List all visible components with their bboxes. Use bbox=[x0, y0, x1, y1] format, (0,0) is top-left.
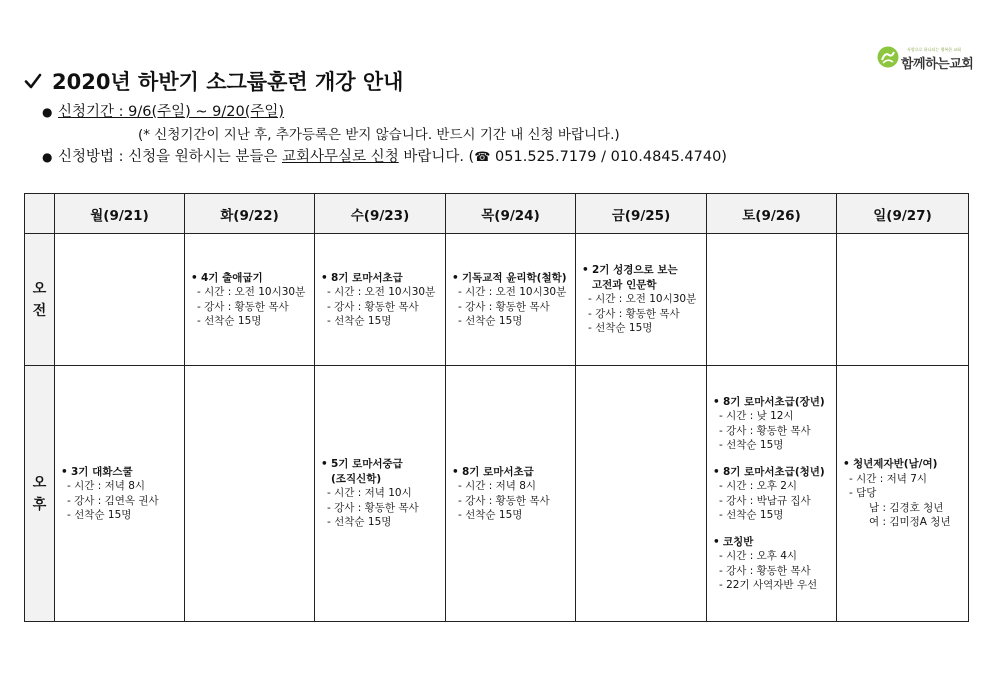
pm-sat-cell bbox=[707, 366, 837, 622]
application-method-prefix: 신청방법 : 신청을 원하시는 분들은 bbox=[58, 149, 278, 165]
morning-label: 오 전 bbox=[25, 234, 55, 366]
bullet-icon: • bbox=[321, 458, 328, 471]
am-tue-cell bbox=[185, 234, 315, 366]
course-item: • 5기 로마서중급 (조직신학) - 시간 : 저녁 10시 - 강사 : 황동한 목사 - 선착순 15명 bbox=[321, 458, 419, 529]
am-thu-cell bbox=[446, 234, 576, 366]
application-method bbox=[42, 145, 727, 166]
application-period-text: 신청기간 : 9/6(주일) ~ 9/20(주일) bbox=[58, 104, 285, 120]
logo-tagline: 사랑으로 하나되는 행복한 교회 bbox=[907, 47, 962, 52]
application-place: 교회사무실로 신청 bbox=[282, 149, 399, 165]
page-title bbox=[24, 66, 403, 96]
pm-wed-cell bbox=[315, 366, 446, 622]
afternoon-label: 오 후 bbox=[25, 366, 55, 622]
pm-sun-cell bbox=[837, 366, 969, 622]
course-item: • 4기 출애굽기 - 시간 : 오전 10시30분 - 강사 : 황동한 목사 - 선착순 15명 bbox=[191, 271, 306, 327]
am-wed-cell bbox=[315, 234, 446, 366]
morning-row bbox=[25, 234, 969, 366]
day-header-wed: 수(9/23) bbox=[315, 194, 446, 234]
course-item: • 코칭반 - 시간 : 오후 4시 - 강사 : 황동한 목사 - 22기 사역자반 우선 bbox=[713, 535, 818, 591]
day-header-sun: 일(9/27) bbox=[837, 194, 969, 234]
bullet-icon: • bbox=[713, 535, 720, 548]
phone-icon: ☎ bbox=[474, 150, 491, 165]
bullet-icon: • bbox=[582, 264, 589, 277]
pm-thu-cell bbox=[446, 366, 576, 622]
bullet-icon: • bbox=[452, 465, 459, 478]
course-item: • 8기 로마서초급(장년) - 시간 : 낮 12시 - 강사 : 황동한 목사 - 선착순 15명 bbox=[713, 395, 825, 451]
am-mon-cell bbox=[55, 234, 185, 366]
course-item: • 2기 성경으로 보는 고전과 인문학 - 시간 : 오전 10시30분 - 강사 : 황동한 목사 - 선착순 15명 bbox=[582, 264, 697, 335]
day-header-thu: 목(9/24) bbox=[446, 194, 576, 234]
course-item: • 청년제자반(남/여) - 시간 : 저녁 7시 - 담당 남 : 김경호 청년 여 : 김미정A 청년 bbox=[843, 458, 951, 529]
schedule-table bbox=[24, 193, 969, 622]
bullet-icon: ● bbox=[42, 105, 53, 119]
bullet-icon: • bbox=[191, 271, 198, 284]
phone-numbers: 051.525.7179 / 010.4845.4740) bbox=[495, 149, 727, 165]
am-fri-cell bbox=[576, 234, 707, 366]
bullet-icon: • bbox=[843, 458, 850, 471]
day-header-fri: 금(9/25) bbox=[576, 194, 707, 234]
table-header-row bbox=[25, 194, 969, 234]
day-header-tue: 화(9/22) bbox=[185, 194, 315, 234]
day-header-sat: 토(9/26) bbox=[707, 194, 837, 234]
am-sun-cell bbox=[837, 234, 969, 366]
am-sat-cell bbox=[707, 234, 837, 366]
bullet-icon: • bbox=[321, 271, 328, 284]
course-item: • 8기 로마서초급 - 시간 : 저녁 8시 - 강사 : 황동한 목사 - 선착순 15명 bbox=[452, 465, 550, 521]
bullet-icon: • bbox=[61, 465, 68, 478]
pm-mon-cell bbox=[55, 366, 185, 622]
course-item: • 3기 대화스쿨 - 시간 : 저녁 8시 - 강사 : 김연옥 권사 - 선착순 15명 bbox=[61, 465, 159, 521]
corner-cell bbox=[25, 194, 55, 234]
logo-name: 함께하는교회 bbox=[901, 57, 974, 72]
course-item: • 8기 로마서초급(청년) - 시간 : 오후 2시 - 강사 : 박남규 집사 - 선착순 15명 bbox=[713, 465, 825, 521]
checkmark-icon bbox=[24, 72, 42, 90]
bullet-icon: ● bbox=[42, 150, 53, 164]
day-header-mon: 월(9/21) bbox=[55, 194, 185, 234]
pm-tue-cell bbox=[185, 366, 315, 622]
application-period-note: (* 신청기간이 지난 후, 추가등록은 받지 않습니다. 반드시 기간 내 신청 바랍니다.) bbox=[138, 127, 620, 143]
course-item: • 기독교적 윤리학(철학) - 시간 : 오전 10시30분 - 강사 : 황동한 목사 - 선착순 15명 bbox=[452, 271, 567, 327]
bullet-icon: • bbox=[713, 395, 720, 408]
application-period bbox=[42, 100, 284, 121]
bullet-icon: • bbox=[452, 271, 459, 284]
bullet-icon: • bbox=[713, 465, 720, 478]
afternoon-row bbox=[25, 366, 969, 622]
course-item: • 8기 로마서초급 - 시간 : 오전 10시30분 - 강사 : 황동한 목사 - 선착순 15명 bbox=[321, 271, 436, 327]
church-logo-icon bbox=[877, 46, 899, 68]
application-method-suffix: 바랍니다. ( bbox=[403, 149, 475, 165]
page-title-text: 2020년 하반기 소그룹훈련 개강 안내 bbox=[52, 70, 404, 94]
pm-fri-cell bbox=[576, 366, 707, 622]
church-logo bbox=[877, 46, 985, 70]
